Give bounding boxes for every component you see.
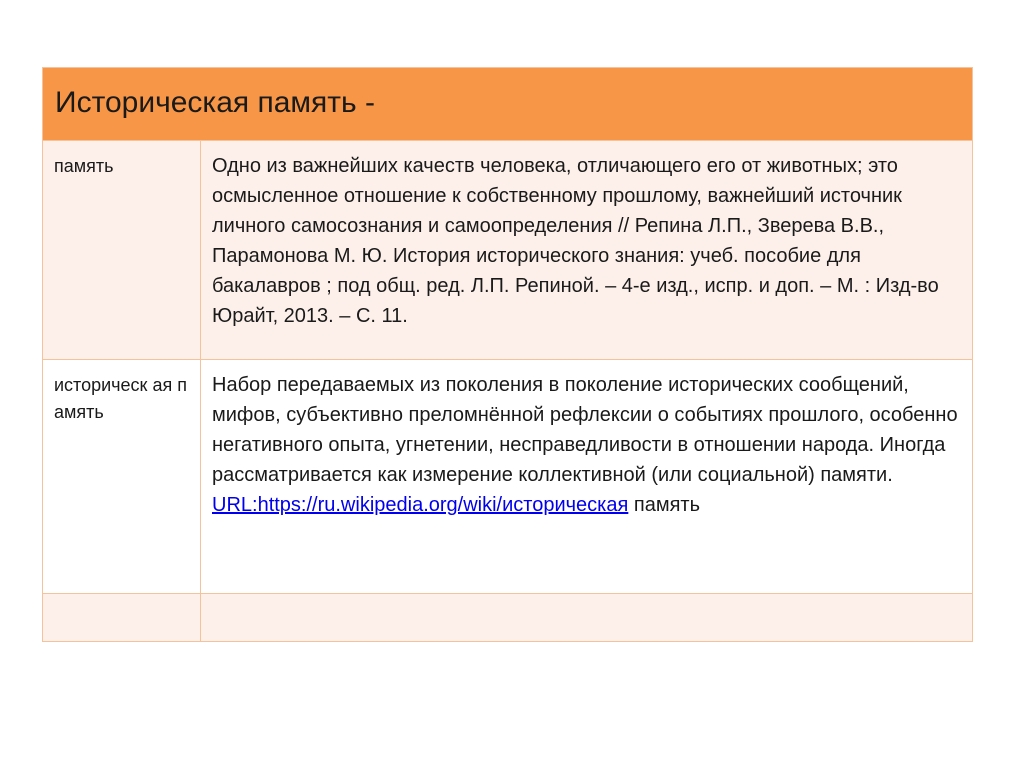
term-cell: историческ ая память	[43, 360, 201, 594]
definition-cell: Одно из важнейших качеств человека, отличающего его от животных; это осмысленное отношение к собственному прошлому, важнейший источник личного самосознания и самоопределения // Репина Л.П., Зверева В.В., Парамонова М. Ю. История исторического знания: учеб. пособие для бакалавров ; под общ. ред. Л.П. Репиной. – 4-е изд., испр. и доп. – М. : Изд-во Юрайт, 2013. – С. 11.	[201, 141, 973, 360]
empty-term-cell	[43, 594, 201, 642]
table-header-cell	[43, 68, 973, 141]
table-header-row	[43, 68, 973, 141]
wikipedia-link[interactable]: URL:https://ru.wikipedia.org/wiki/историческая	[212, 494, 629, 516]
definitions-table	[42, 67, 973, 642]
link-suffix-text: память	[628, 494, 700, 516]
slide-title: Историческая память -	[55, 86, 375, 119]
definition-cell	[201, 360, 973, 594]
empty-definition-cell	[201, 594, 973, 642]
term-cell: память	[43, 141, 201, 360]
definition-text: Набор передаваемых из поколения в поколение исторических сообщений, мифов, субъективно преломнённой рефлексии о событиях прошлого, особенно негативного опыта, угнетении, несправедливости в отношении народа. Иногда рассматривается как измерение коллективной (или социальной) памяти.	[212, 374, 958, 486]
table-row	[43, 141, 973, 360]
table-row	[43, 360, 973, 594]
table-row	[43, 594, 973, 642]
